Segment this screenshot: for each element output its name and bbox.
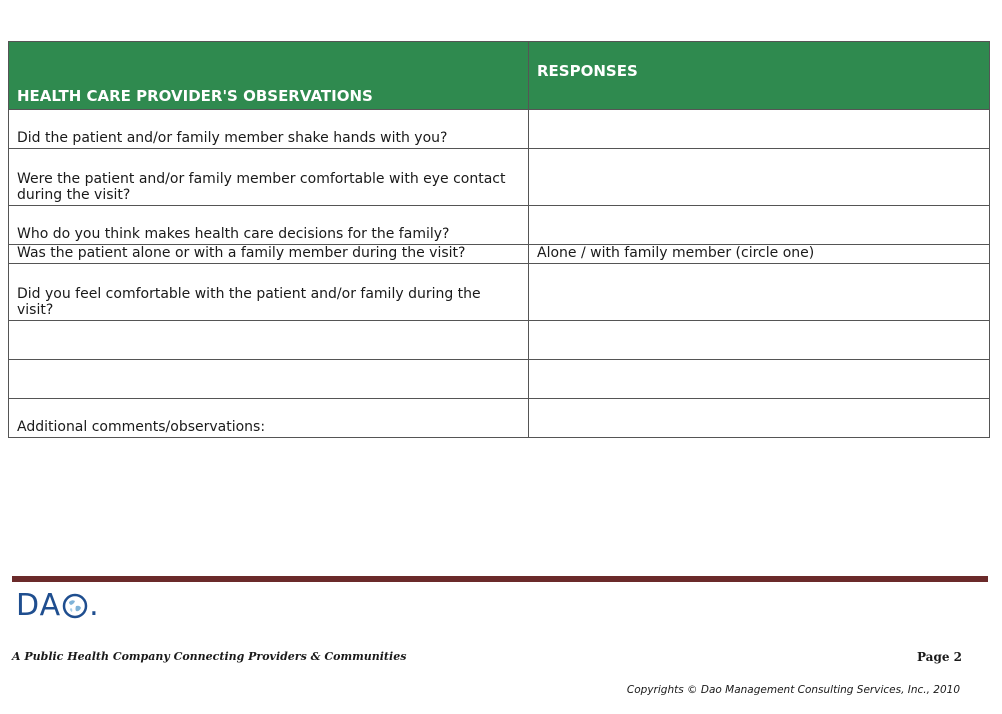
header-responses: RESPONSES <box>529 42 990 110</box>
observations-table <box>8 41 990 438</box>
observation-cell <box>9 360 529 399</box>
observation-cell <box>9 321 529 360</box>
copyright-notice: Copyrights © Dao Management Consulting Services, Inc., 2010 <box>626 684 960 696</box>
response-cell <box>529 110 990 149</box>
table-row <box>9 245 990 264</box>
observation-cell: Who do you think makes health care decisions for the family? <box>9 206 529 245</box>
response-cell <box>529 321 990 360</box>
dao-logo <box>16 588 99 624</box>
globe-icon <box>62 593 88 619</box>
logo-dot: . <box>89 588 99 623</box>
header-observations: HEALTH CARE PROVIDER'S OBSERVATIONS <box>9 42 529 110</box>
table-row <box>9 110 990 149</box>
response-cell <box>529 264 990 321</box>
table-row <box>9 149 990 206</box>
footer-rule <box>12 576 988 582</box>
table-row <box>9 264 990 321</box>
page-number: Page 2 <box>916 650 962 664</box>
response-cell <box>529 149 990 206</box>
table-header-row <box>9 42 990 110</box>
observation-cell: Did the patient and/or family member shake hands with you? <box>9 110 529 149</box>
company-tagline: A Public Health Company Connecting Providers & Communities <box>12 650 407 663</box>
response-cell <box>529 206 990 245</box>
observation-cell: Were the patient and/or family member comfortable with eye contact during the visit? <box>9 149 529 206</box>
table-row <box>9 399 990 438</box>
observation-cell: Did you feel comfortable with the patient and/or family during the visit? <box>9 264 529 321</box>
response-cell <box>529 399 990 438</box>
table-row <box>9 321 990 360</box>
table-row <box>9 206 990 245</box>
observation-cell: Was the patient alone or with a family member during the visit? <box>9 245 529 264</box>
response-cell <box>529 360 990 399</box>
observation-cell: Additional comments/observations: <box>9 399 529 438</box>
response-cell: Alone / with family member (circle one) <box>529 245 990 264</box>
table-row <box>9 360 990 399</box>
logo-text: DA <box>16 588 62 623</box>
